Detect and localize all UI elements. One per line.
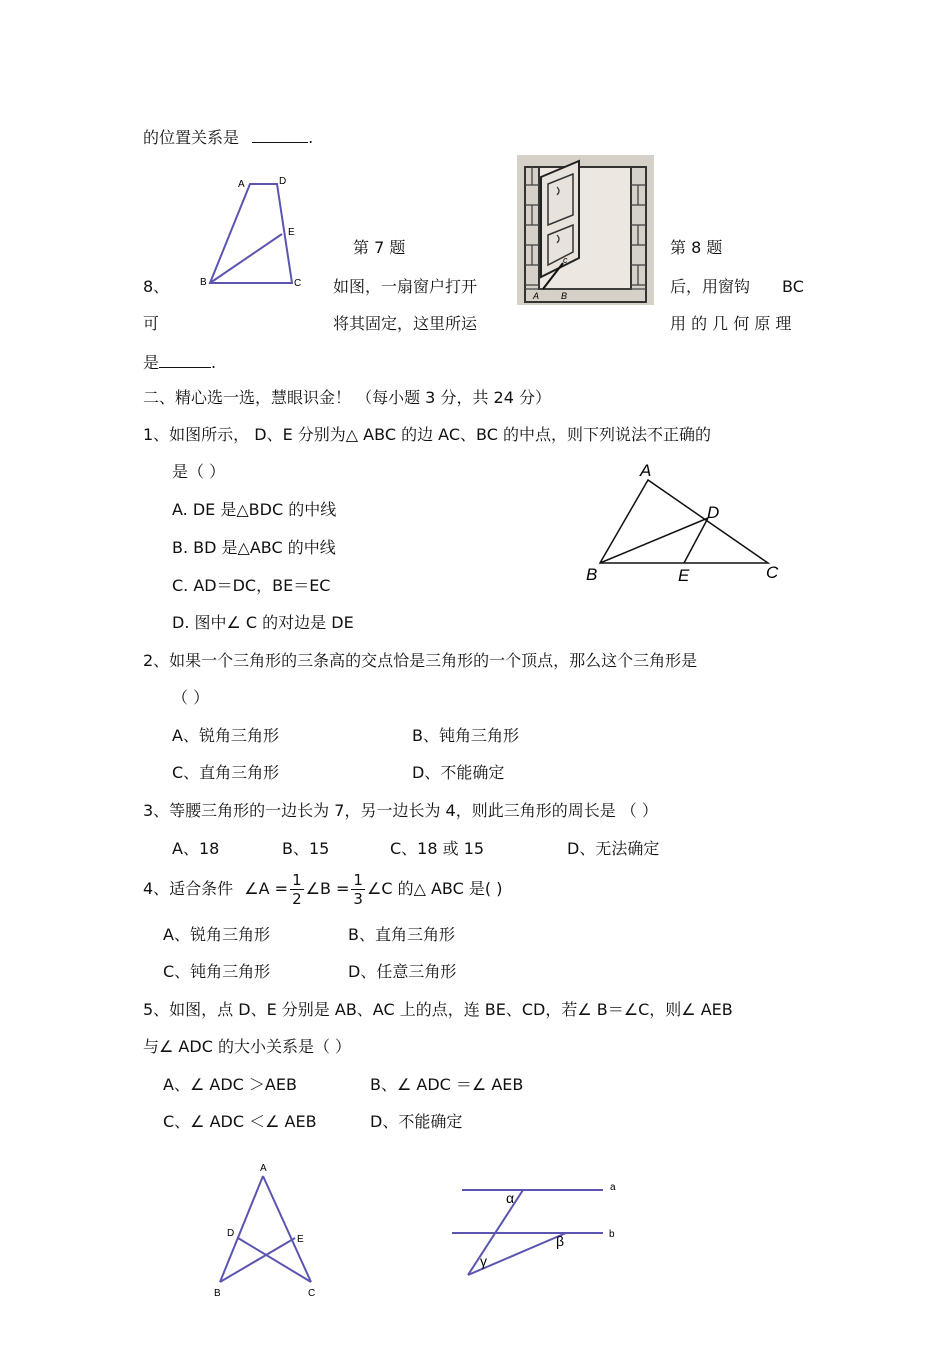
- q1-option-d: D. 图中∠ C 的对边是 DE: [172, 613, 354, 632]
- fig7-caption: 第 7 题: [353, 238, 406, 257]
- line-label-b: b: [609, 1229, 615, 1240]
- angle-beta-label: β: [556, 1233, 565, 1249]
- q1-stem-2: 是（ ）: [172, 462, 226, 481]
- q5-label-b: B: [214, 1288, 221, 1299]
- q8-text-right2: 用 的 几 何 原 理: [670, 314, 792, 333]
- q1-triangle-figure: [580, 458, 790, 588]
- fig7-label-c: C: [294, 278, 302, 289]
- q4-option-d: D、任意三角形: [348, 962, 457, 981]
- angle-alpha-label: α: [506, 1190, 515, 1206]
- fig7-label-e: E: [288, 227, 295, 238]
- q1-option-b: B. BD 是△ABC 的中线: [172, 538, 336, 557]
- q5-option-a: A、∠ ADC ＞AEB: [163, 1075, 297, 1094]
- q5-option-c: C、∠ ADC ＜∠ AEB: [163, 1112, 317, 1131]
- q2-option-d: D、不能确定: [412, 763, 505, 782]
- fig7-label-a: A: [238, 179, 245, 190]
- q4-option-c: C、钝角三角形: [163, 962, 271, 981]
- q3-option-a: A、18: [172, 839, 220, 858]
- figure-7: [195, 170, 310, 295]
- q5-stem-1: 5、如图，点 D、E 分别是 AB、AC 上的点，连 BE、CD，若∠ B＝∠C，则∠ AEB: [143, 1000, 733, 1019]
- fig8-label-c: c: [563, 255, 568, 265]
- q8-text-left3: 是 .: [143, 353, 217, 372]
- q1-label-d: D: [707, 503, 720, 522]
- q1-label-a: A: [640, 461, 652, 480]
- q2-stem-2: （ ）: [172, 688, 210, 707]
- q1-option-c: C. AD＝DC，BE＝EC: [172, 576, 331, 595]
- q5-stem-2: 与∠ ADC 的大小关系是（ ）: [143, 1037, 352, 1056]
- q3-option-c: C、18 或 15: [390, 839, 485, 858]
- q1-stem-1: 1、如图所示， D、E 分别为△ ABC 的边 AC、BC 的中点，则下列说法不正确的: [143, 425, 711, 444]
- q5-option-d: D、不能确定: [370, 1112, 463, 1131]
- q4-option-b: B、直角三角形: [348, 925, 455, 944]
- q2-option-b: B、钝角三角形: [412, 726, 519, 745]
- q8-text-right1: 后，用窗钩: [670, 277, 751, 296]
- q2-stem-1: 2、如果一个三角形的三条高的交点恰是三角形的一个顶点，那么这个三角形是: [143, 651, 698, 670]
- answer-blank-8: [159, 351, 211, 368]
- q8-text-bc: BC: [782, 277, 804, 296]
- fraction-one-third: $\frac{1}{3}$: [353, 871, 363, 908]
- q1-label-c: C: [766, 563, 779, 582]
- line-label-a: a: [610, 1182, 616, 1193]
- q8-number: 8、: [143, 277, 170, 296]
- q3-option-d: D、无法确定: [567, 839, 660, 858]
- q1-label-e: E: [678, 566, 690, 585]
- top-line: 的位置关系是 .: [143, 128, 314, 147]
- q4-stem: 4、适合条件 ∠A = $\frac{1}{2}$ ∠B = $\frac{1}{3}$ ∠C 的△ ABC 是( ): [143, 871, 503, 908]
- window-photo: [517, 155, 654, 305]
- q3-option-b: B、15: [282, 839, 330, 858]
- q3-stem: 3、等腰三角形的一边长为 7，另一边长为 4，则此三角形的周长是 （ ）: [143, 801, 658, 820]
- q5-label-a: A: [260, 1163, 267, 1174]
- fig7-label-b: B: [200, 277, 207, 288]
- q8-text-left2: 可: [143, 314, 160, 333]
- q2-option-c: C、直角三角形: [172, 763, 280, 782]
- section-heading: 二、精心选一选，慧眼识金！ （每小题 3 分，共 24 分）: [143, 388, 551, 407]
- q8-text-mid2: 将其固定，这里所运: [333, 314, 478, 333]
- q1-option-a: A. DE 是△BDC 的中线: [172, 500, 337, 519]
- angle-gamma-label: γ: [480, 1253, 487, 1269]
- answer-blank-7: [252, 126, 308, 143]
- fig7-label-d: D: [279, 176, 287, 187]
- parallel-lines-figure: [448, 1175, 623, 1285]
- q8-text-mid1: 如图，一扇窗户打开: [333, 277, 478, 296]
- q5-label-e: E: [297, 1234, 304, 1245]
- fig8-label-a: A: [533, 291, 540, 301]
- fig8-label-b: B: [561, 291, 568, 301]
- q5-triangle-figure: [205, 1158, 330, 1303]
- q1-label-b: B: [586, 565, 598, 584]
- q5-label-d: D: [227, 1228, 235, 1239]
- q4-option-a: A、锐角三角形: [163, 925, 270, 944]
- fig8-caption: 第 8 题: [670, 238, 723, 257]
- q2-option-a: A、锐角三角形: [172, 726, 279, 745]
- q5-option-b: B、∠ ADC ＝∠ AEB: [370, 1075, 524, 1094]
- fraction-one-half: $\frac{1}{2}$: [292, 871, 302, 908]
- q5-label-c: C: [308, 1288, 316, 1299]
